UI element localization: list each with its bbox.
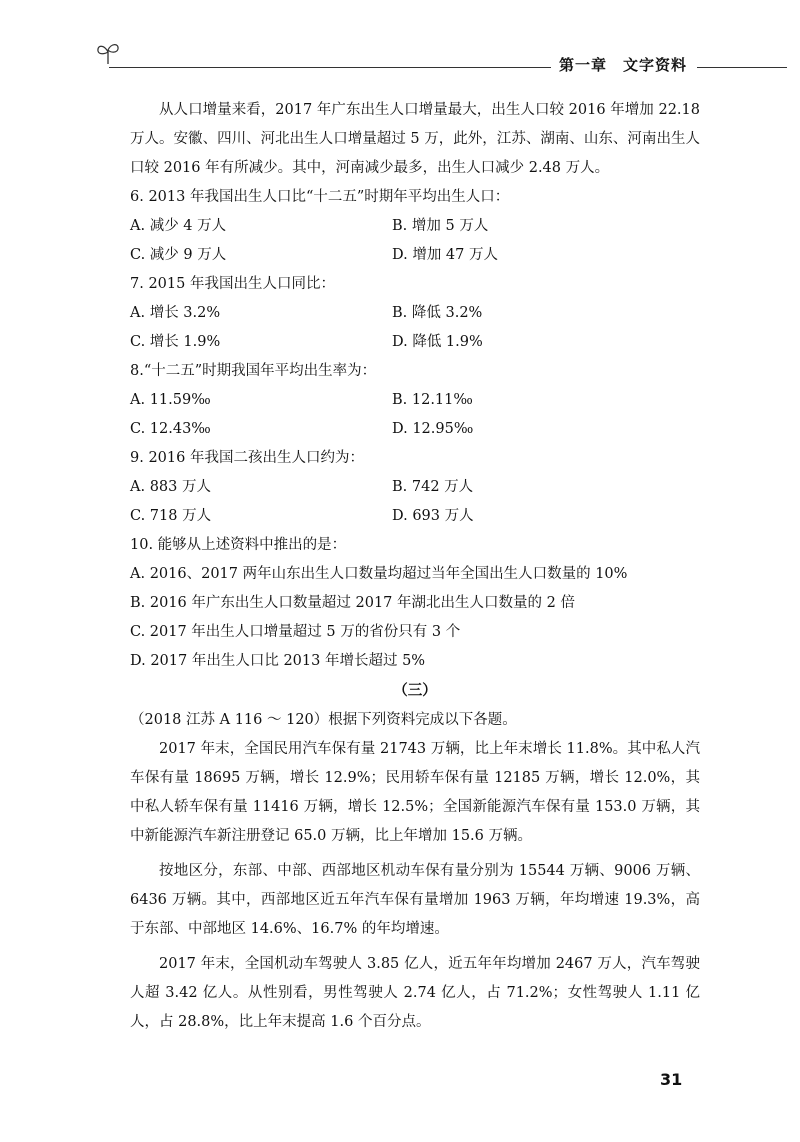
option-d: D. 增加 47 万人 [392,247,498,263]
question-stem: 9. 2016 年我国二孩出生人口约为： [130,450,364,466]
option-row [130,502,700,531]
question-8 [130,357,700,444]
page-header [95,36,785,76]
option-b: B. 2016 年广东出生人口数量超过 2017 年湖北出生人口数量的 2 倍 [130,595,575,611]
question-stem: 8.“十二五”时期我国年平均出生率为： [130,363,377,379]
question-10 [130,531,700,676]
question-9 [130,444,700,531]
question-stem: 10. 能够从上述资料中推出的是： [130,537,347,553]
option-row [130,328,700,357]
option-a: A. 883 万人 [130,479,211,495]
option-d: D. 2017 年出生人口比 2013 年增长超过 5% [130,653,426,669]
option-b: B. 增加 5 万人 [392,218,489,234]
option-row [130,299,700,328]
chapter-title: 第一章 文字资料 [559,56,688,74]
option-b: B. 742 万人 [392,479,474,495]
question-stem: 6. 2013 年我国出生人口比“十二五”时期年平均出生人口： [130,189,510,205]
option-row [130,386,700,415]
intro-paragraph: 从人口增量来看，2017 年广东出生人口增量最大，出生人口较 2016 年增加 22.18 万人。安徽、四川、河北出生人口增量超过 5 万，此外，江苏、湖南、山东、河南出生人口较 2016 年有所减少。其中，河南减少最多，出生人口减少 2.48 万人。 [130,102,700,176]
option-d: D. 降低 1.9% [392,334,483,350]
option-c: C. 718 万人 [130,508,212,524]
option-row [130,473,700,502]
option-a: A. 减少 4 万人 [130,218,227,234]
option-a: A. 增长 3.2% [130,305,221,321]
option-c: C. 12.43‰ [130,421,211,437]
section-title: （三） [393,682,437,699]
option-c: C. 2017 年出生人口增量超过 5 万的省份只有 3 个 [130,624,461,640]
body-paragraph: 2017 年末，全国机动车驾驶人 3.85 亿人，近五年年均增加 2467 万人，汽车驾驶人超 3.42 亿人。从性别看，男性驾驶人 2.74 亿人，占 71.2%；女性驾驶人 1.11 亿人，占 28.8%，比上年末提高 1.6 个百分点。 [130,956,700,1030]
option-d: D. 693 万人 [392,508,474,524]
option-c: C. 增长 1.9% [130,334,221,350]
option-a: A. 11.59‰ [130,392,211,408]
option-c: C. 减少 9 万人 [130,247,227,263]
section-intro: （2018 江苏 A 116 ～ 120）根据下列资料完成以下各题。 [130,712,517,728]
page-number: 31 [660,1070,683,1089]
option-b: B. 降低 3.2% [392,305,483,321]
option-row [130,241,700,270]
body-paragraph: 2017 年末，全国民用汽车保有量 21743 万辆，比上年末增长 11.8%。其中私人汽车保有量 18695 万辆，增长 12.9%；民用轿车保有量 12185 万辆，增长 12.0%，其中私人轿车保有量 11416 万辆，增长 12.5%；全国新能源汽车保有量 153.0 万辆，其中新能源汽车新注册登记 65.0 万辆，比上年增加 15.6 万辆。 [130,741,700,844]
option-d: D. 12.95‰ [392,421,474,437]
option-b: B. 12.11‰ [392,392,473,408]
body-paragraph: 按地区分，东部、中部、西部地区机动车保有量分别为 15544 万辆、9006 万辆、6436 万辆。其中，西部地区近五年汽车保有量增加 1963 万辆，年均增速 19.3%，高于东部、中部地区 14.6%、16.7% 的年均增速。 [130,863,700,937]
header-rule-left [109,67,551,68]
page-content [130,96,700,1037]
question-stem: 7. 2015 年我国出生人口同比： [130,276,335,292]
question-6 [130,183,700,270]
sprout-icon [95,40,121,66]
option-row [130,212,700,241]
option-a: A. 2016、2017 两年山东出生人口数量均超过当年全国出生人口数量的 10% [130,566,628,582]
question-7 [130,270,700,357]
option-row [130,415,700,444]
header-rule-right [697,67,787,68]
